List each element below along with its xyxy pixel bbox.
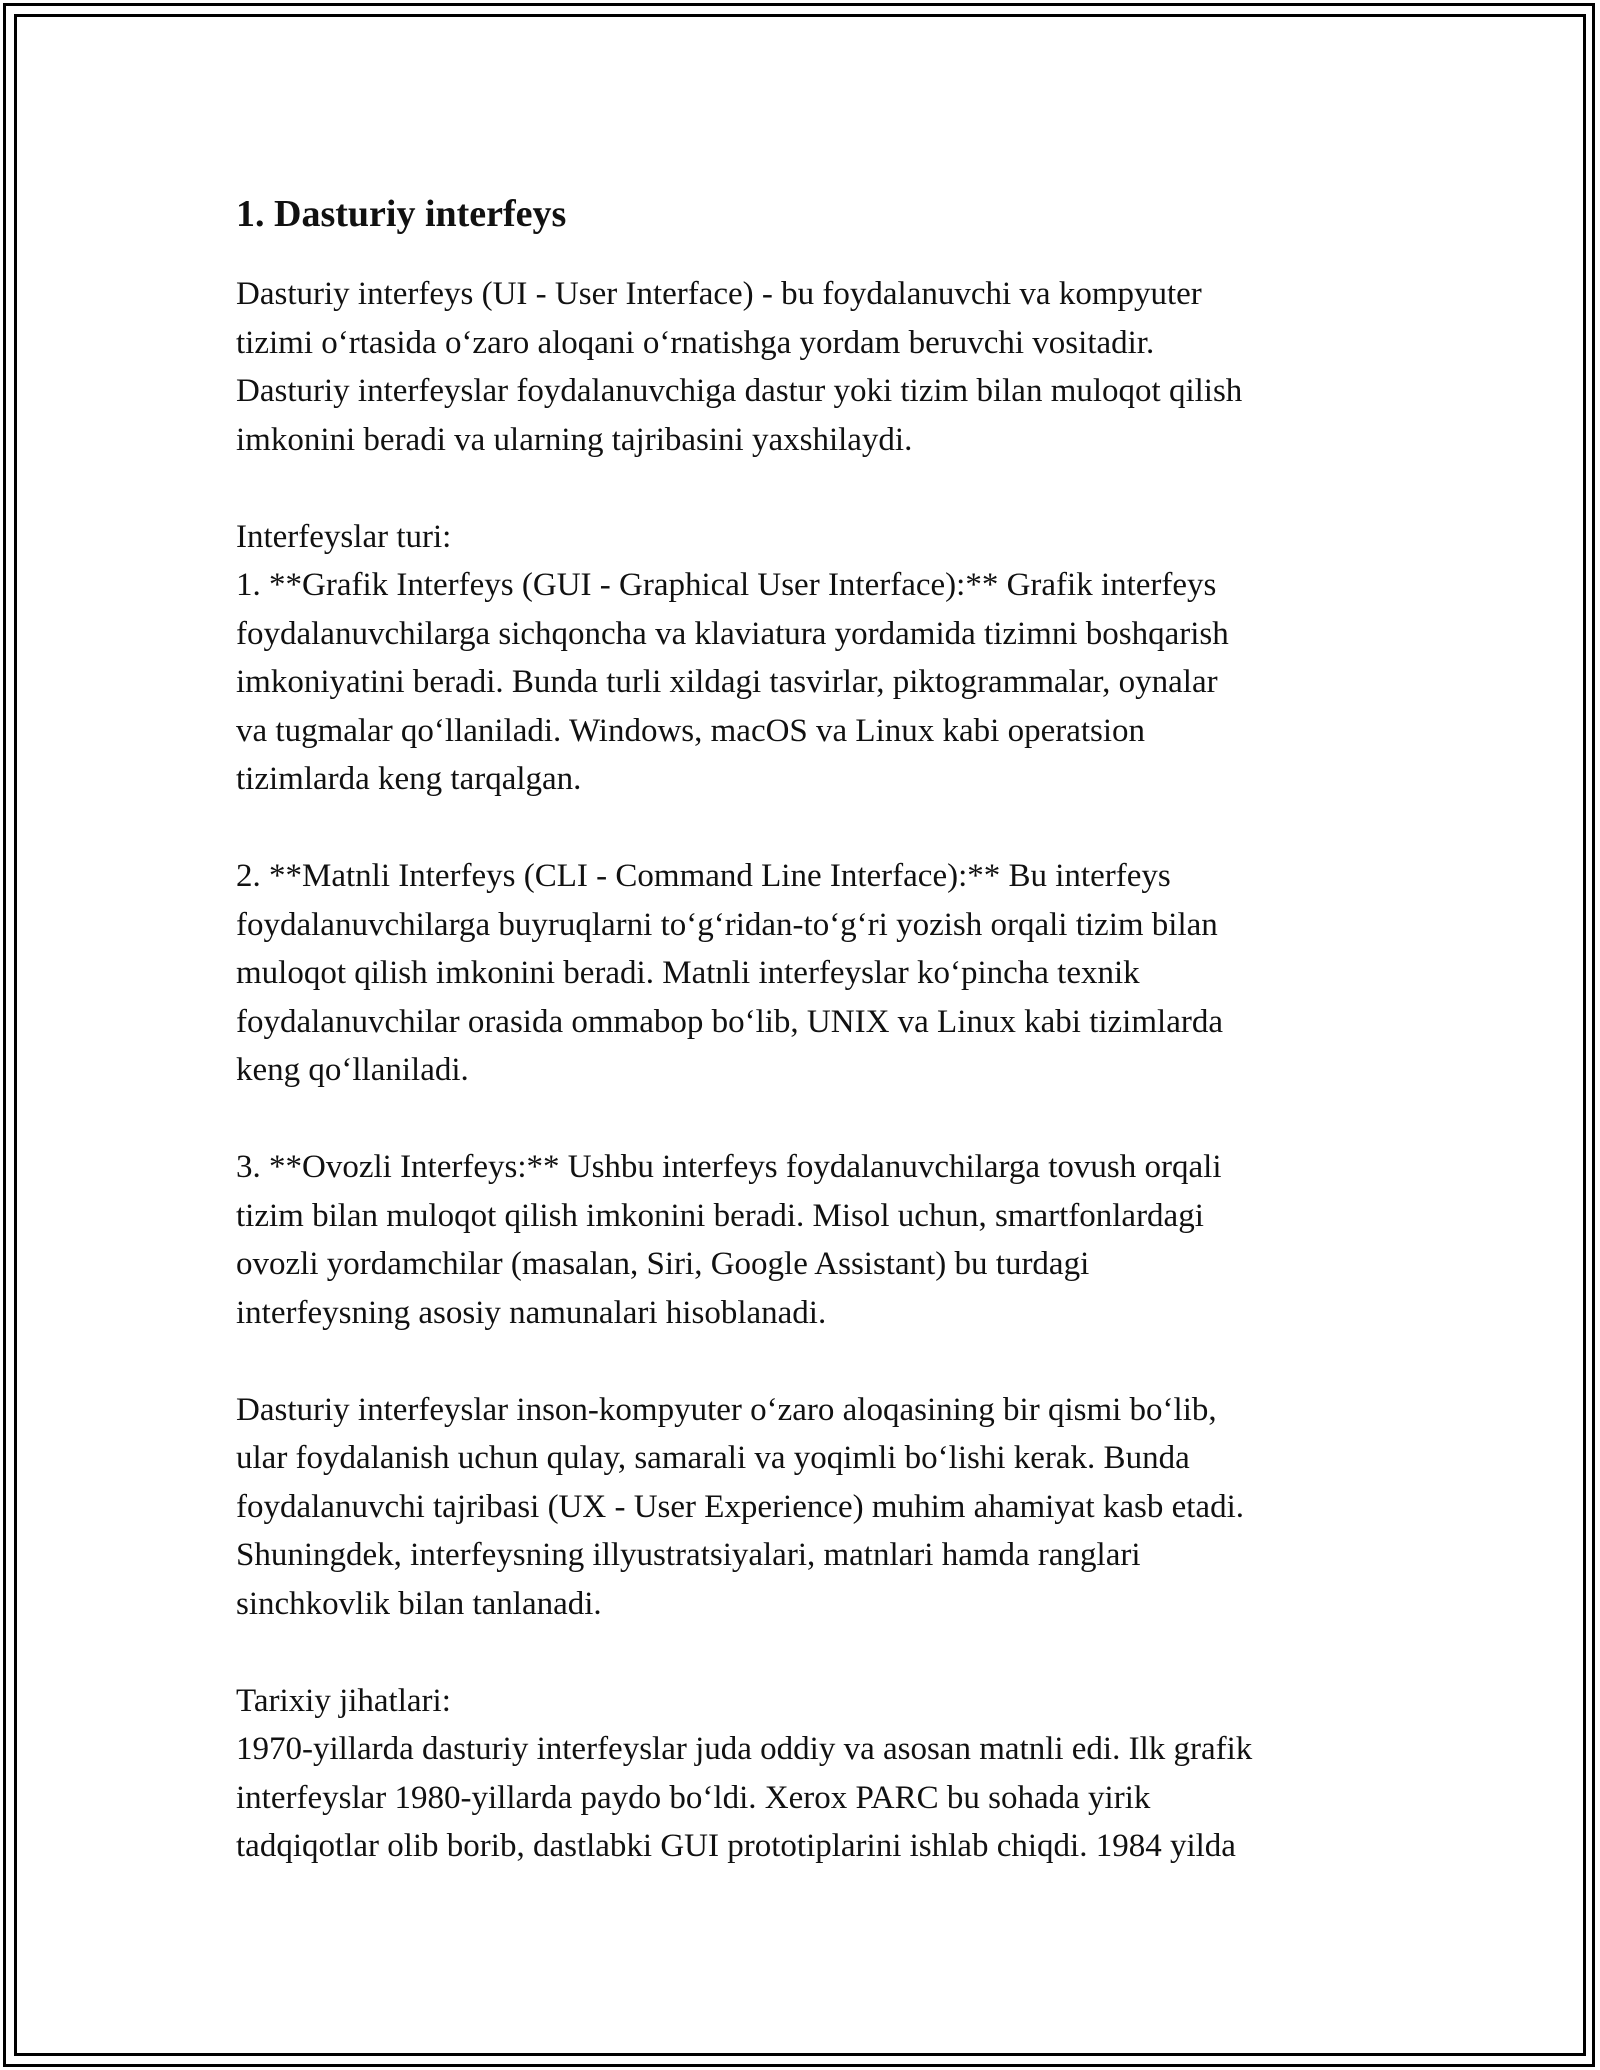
paragraph-gap: [236, 1628, 1416, 1677]
paragraph-voice: 3. **Ovozli Interfeys:** Ushbu interfeys foydalanuvchilarga tovush orqali tizim bilan muloqot qilish imkonini beradi. Misol uchun, smartfonlardagi ovozli yordamchilar (masalan, Siri, Google Assistant) bu turdagi interfeysning asosiy namunalari hisoblanadi.: [236, 1149, 1222, 1331]
paragraph-cli: 2. **Matnli Interfeys (CLI - Command Line Interface):** Bu interfeys foydalanuvchilarga buyruqlarni to‘g‘ridan-to‘g‘ri yozish orqali tizim bilan muloqot qilish imkonini beradi. Matnli interfeyslar ko‘pincha texnik foydalanuvchilar orasida ommabop bo‘lib, UNIX va Linux kabi tizimlarda keng qo‘llaniladi.: [236, 858, 1223, 1088]
paragraph-gap: [236, 1095, 1416, 1144]
paragraph-hci: Dasturiy interfeyslar inson-kompyuter o‘zaro aloqasining bir qismi bo‘lib, ular foydalanish uchun qulay, samarali va yoqimli bo‘lishi kerak. Bunda foydalanuvchi tajribasi (UX - User Experience) muhim ahamiyat kasb etadi. Shuningdek, interfeysning illyustratsiyalari, matnlari hamda ranglari sinchkovlik bilan tanlanadi.: [236, 1391, 1244, 1622]
paragraph-gap: [236, 804, 1416, 853]
section-heading: 1. Dasturiy interfeys: [236, 193, 567, 235]
paragraph-history: Tarixiy jihatlari: 1970-yillarda dasturiy interfeyslar juda oddiy va asosan matnli edi. Ilk grafik interfeyslar 1980-yillarda paydo bo‘ldi. Xerox PARC bu sohada yirik tadqiqotlar olib borib, dastlabki GUI prototiplarini ishlab chiqdi. 1984 yilda: [236, 1682, 1253, 1864]
paragraph-gap: [236, 464, 1416, 513]
paragraph-intro: Dasturiy interfeys (UI - User Interface) - bu foydalanuvchi va kompyuter tizimi o‘rtasida o‘zaro aloqani o‘rnatishga yordam beruvchi vositadir. Dasturiy interfeyslar foydalanuvchiga dastur yoki tizim bilan muloqot qilish imkonini beradi va ularning tajribasini yaxshilaydi.: [236, 276, 1243, 458]
paragraph-gap: [236, 1337, 1416, 1386]
document-body: [236, 186, 1416, 1871]
paragraph-interface-types-gui: Interfeyslar turi: 1. **Grafik Interfeys (GUI - Graphical User Interface):** Grafik interfeys foydalanuvchilarga sichqoncha va klaviatura yordamida tizimni boshqarish imkoniyatini beradi. Bunda turli xildagi tasvirlar, piktogrammalar, oynalar va tugmalar qo‘llaniladi. Windows, macOS va Linux kabi operatsion tizimlarda keng tarqalgan.: [236, 518, 1229, 797]
